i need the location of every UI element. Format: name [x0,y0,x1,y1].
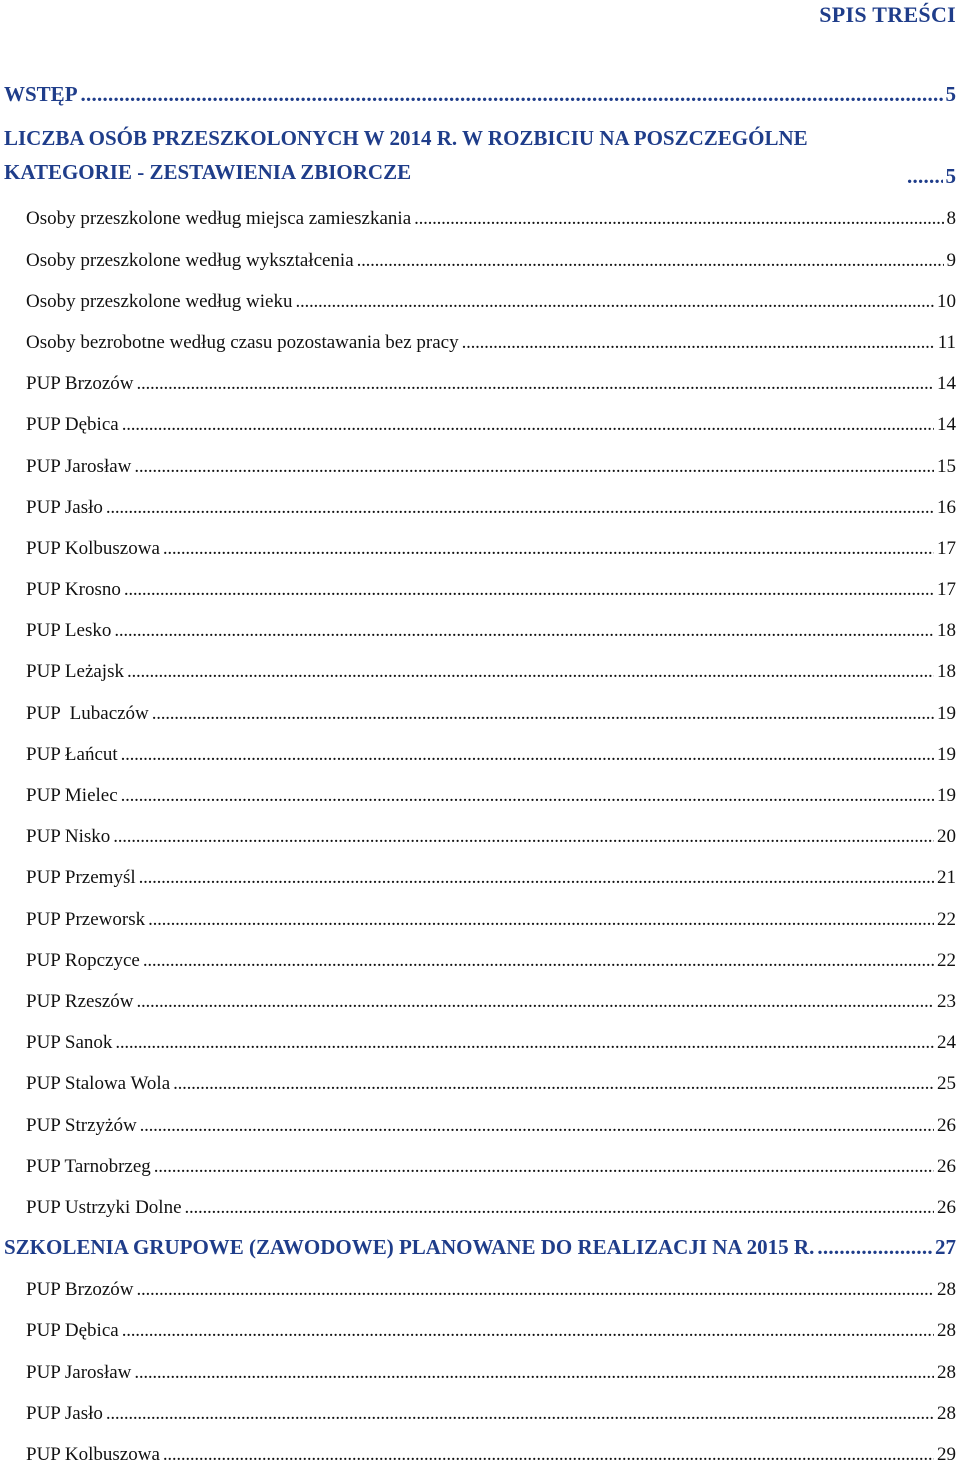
table-of-contents [4,74,956,1474]
toc-entry[interactable] [4,856,956,897]
toc-entry-label: PUP Jarosław [26,455,132,477]
toc-entry-page: 14 [937,414,956,436]
toc-entry-page: 17 [937,579,956,601]
toc-entry-label: PUP Tarnobrzeg [26,1155,151,1177]
toc-entry-page: 26 [937,1196,956,1218]
toc-entry[interactable] [4,1309,956,1350]
toc-entry[interactable] [4,1268,956,1309]
toc-entry[interactable] [4,238,956,279]
toc-entry[interactable] [4,115,956,197]
toc-entry-label: PUP Leżajsk [26,661,124,683]
toc-entry-label: PUP Nisko [26,826,111,848]
toc-entry-label: PUP Przemyśl [26,867,136,889]
toc-entry[interactable] [4,1227,956,1268]
toc-entry-page: 11 [937,331,956,353]
toc-entry-page: 20 [937,826,956,848]
toc-entry-label: PUP Rzeszów [26,990,134,1012]
toc-entry[interactable] [4,1021,956,1062]
toc-entry[interactable] [4,650,956,691]
toc-entry-page: 16 [937,496,956,518]
toc-entry-page: 22 [937,949,956,971]
toc-entry-page: 28 [937,1361,956,1383]
toc-entry-page: 25 [937,1073,956,1095]
toc-entry[interactable] [4,280,956,321]
toc-entry-page: 28 [937,1320,956,1342]
toc-entry-page: 26 [937,1114,956,1136]
toc-entry[interactable] [4,815,956,856]
toc-entry-label: PUP Kolbuszowa [26,537,160,559]
toc-entry[interactable] [4,939,956,980]
toc-entry[interactable] [4,568,956,609]
toc-entry-page: 19 [937,785,956,806]
toc-entry-page: 29 [937,1444,956,1465]
toc-entry[interactable] [4,1103,956,1144]
toc-entry[interactable] [4,321,956,362]
toc-entry-page: 18 [937,620,956,642]
toc-entry-page: 5 [945,82,956,107]
toc-entry-label: PUP Łańcut [26,743,118,765]
toc-entry-label: PUP Przeworsk [26,908,146,930]
toc-entry[interactable] [4,197,956,238]
toc-entry[interactable] [4,362,956,403]
toc-entry-page: 26 [937,1155,956,1177]
toc-entry-label: SZKOLENIA GRUPOWE (ZAWODOWE) PLANOWANE DO REALIZACJI NA 2015 R. [4,1235,815,1260]
toc-entry-label: PUP Brzozów [26,1279,134,1301]
toc-entry-page: 14 [937,373,956,395]
toc-entry-label: Osoby przeszkolone według wieku [26,290,293,312]
toc-entry-page: 28 [937,1279,956,1301]
toc-entry-label: PUP Jasło [26,496,103,518]
toc-entry[interactable] [4,1186,956,1227]
toc-entry-page: 23 [937,990,956,1012]
toc-entry[interactable] [4,1062,956,1103]
toc-entry-label: PUP Ustrzyki Dolne [26,1196,182,1218]
toc-entry-page: 28 [937,1402,956,1424]
toc-entry-label: LICZBA OSÓB PRZESZKOLONYCH W 2014 R. W ROZBICIU NA POSZCZEGÓLNE KATEGORIE - ZESTAWIENIA ZBIORCZE [4,126,808,185]
toc-entry-page: 18 [937,661,956,683]
toc-entry-label: PUP Jarosław [26,1361,132,1383]
toc-entry[interactable] [4,609,956,650]
toc-entry-page: 10 [937,290,956,312]
toc-entry[interactable] [4,403,956,444]
toc-entry-page: 21 [937,867,956,889]
page-title: SPIS TREŚCI [819,2,956,27]
toc-entry-label: PUP Jasło [26,1402,103,1424]
toc-entry[interactable] [4,74,956,115]
toc-entry-page: 27 [935,1235,956,1260]
toc-entry-page: 15 [937,455,956,477]
toc-entry-label: PUP Dębica [26,414,119,436]
toc-entry-page: 19 [937,743,956,765]
toc-entry-label: Osoby przeszkolone według wykształcenia [26,249,354,271]
toc-entry[interactable] [4,691,956,732]
toc-entry-label: PUP Strzyżów [26,1114,137,1136]
toc-entry-label: PUP Lubaczów [26,702,149,724]
toc-entry[interactable] [4,774,956,815]
toc-entry-page: 19 [937,702,956,724]
toc-entry-label: Osoby bezrobotne według czasu pozostawania bez pracy [26,331,459,353]
toc-entry-label: PUP Ropczyce [26,949,140,971]
toc-entry[interactable] [4,733,956,774]
toc-entry-page: 9 [946,249,956,271]
toc-entry-label: PUP Sanok [26,1032,113,1054]
toc-entry[interactable] [4,444,956,485]
toc-entry-label: PUP Stalowa Wola [26,1073,171,1095]
toc-entry-label: PUP Brzozów [26,373,134,395]
toc-entry[interactable] [4,527,956,568]
toc-entry-page: 22 [937,908,956,930]
toc-entry-label: PUP Lesko [26,620,112,642]
toc-entry-label: Osoby przeszkolone według miejsca zamieszkania [26,208,412,230]
toc-entry-label: PUP Krosno [26,579,121,601]
toc-entry-label: PUP Kolbuszowa [26,1444,160,1465]
toc-entry[interactable] [4,1145,956,1186]
toc-entry-label: WSTĘP [4,82,78,107]
toc-entry[interactable] [4,980,956,1021]
toc-entry-page: 5 [945,164,956,189]
toc-entry-page: 24 [937,1032,956,1054]
toc-entry-label: PUP Mielec [26,785,118,806]
toc-entry[interactable] [4,1350,956,1391]
toc-entry[interactable] [4,1433,956,1474]
toc-entry-page: 17 [937,537,956,559]
toc-entry[interactable] [4,897,956,938]
toc-entry-label: PUP Dębica [26,1320,119,1342]
toc-entry[interactable] [4,486,956,527]
toc-entry[interactable] [4,1392,956,1433]
toc-entry-page: 8 [946,208,956,230]
